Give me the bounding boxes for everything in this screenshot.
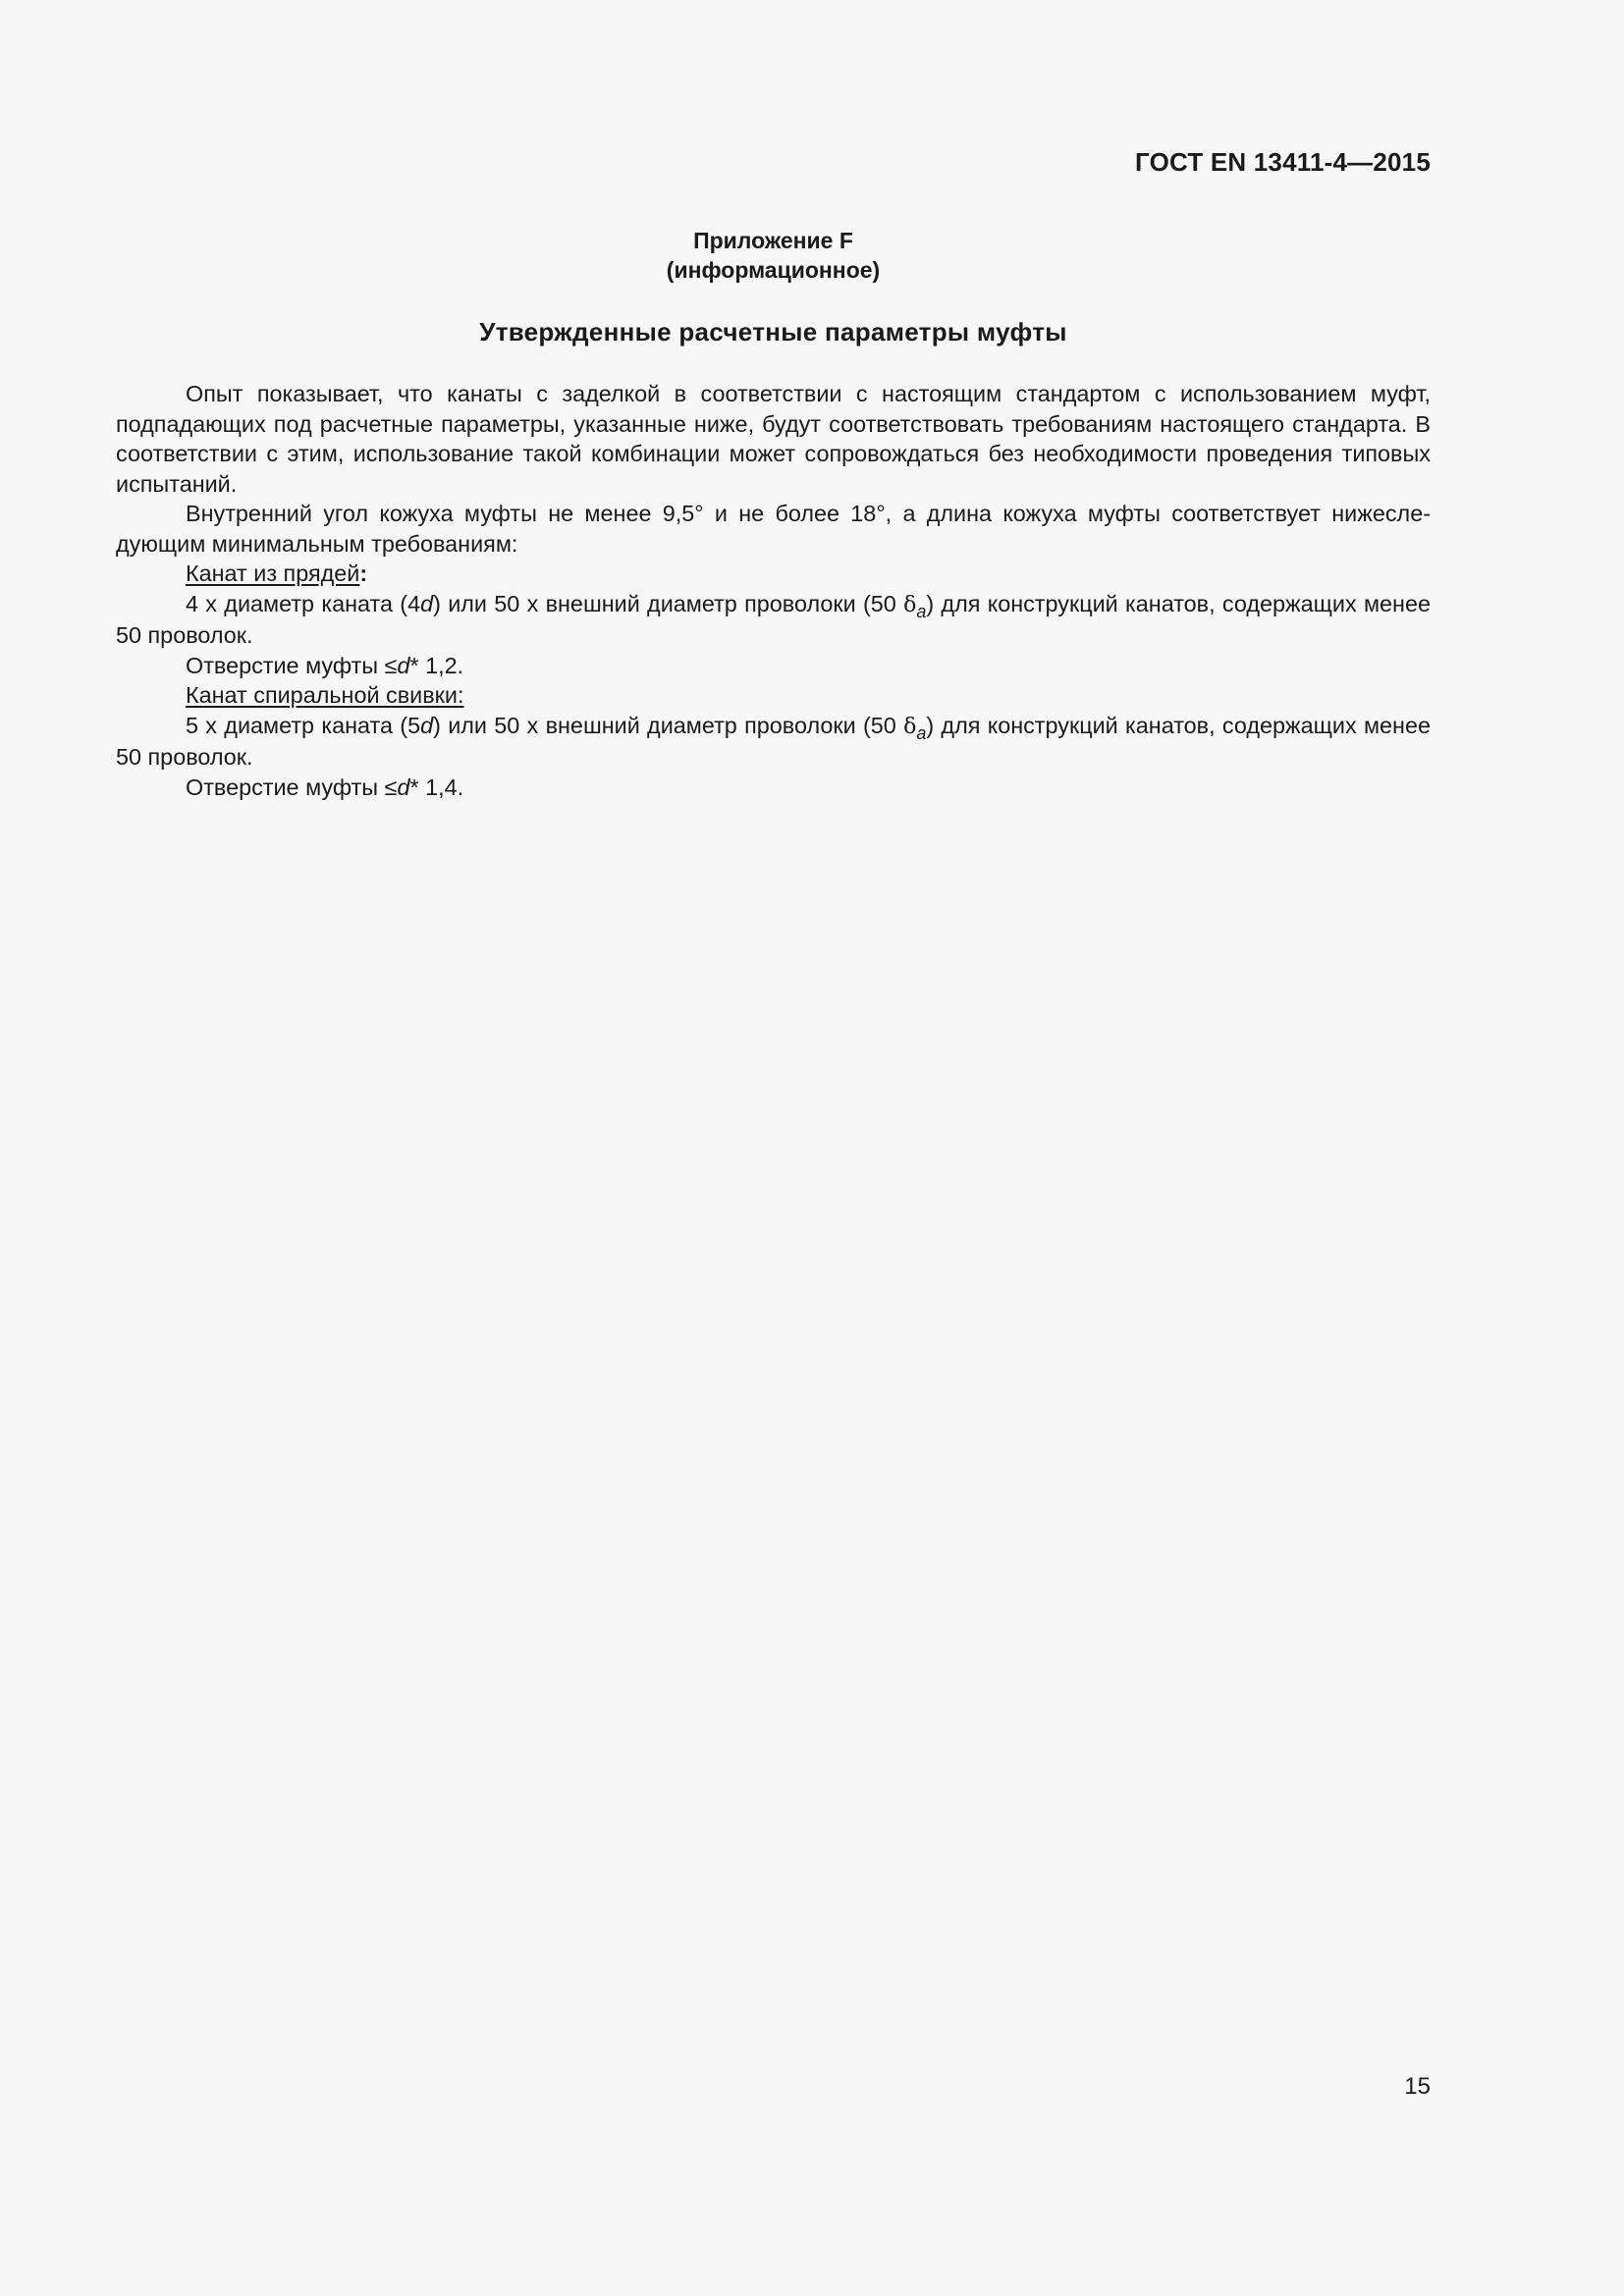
section-title: Утвержденные расчетные параметры муфты — [479, 317, 1067, 347]
document-page — [116, 0, 1431, 2296]
spiral-rope-requirement — [116, 711, 1431, 773]
stranded-rope-heading — [116, 559, 1431, 589]
stranded-rope-hole — [116, 651, 1431, 681]
req-text: ) или 50 х внешний диаметр проволоки (50 — [433, 712, 904, 738]
diameter-symbol: d — [420, 590, 434, 616]
hole-text: Отверстие муфты ≤ — [186, 774, 398, 800]
appendix-heading — [116, 226, 1431, 285]
appendix-type: (информационное) — [666, 257, 881, 283]
stranded-rope-heading-colon: : — [359, 561, 368, 586]
req-text: ) для конструкций канатов, содержащих менее 50 проволок. — [116, 712, 1431, 770]
paragraph-angle: Внутренний угол кожуха муфты не менее 9,5° и не более 18°, а длина кожуха муфты соответствует нижеследующим минимальным требованиям: — [116, 501, 1431, 557]
hole-text: * 1,4. — [409, 774, 464, 800]
stranded-rope-requirement — [116, 589, 1431, 651]
diameter-symbol: d — [397, 652, 410, 678]
paragraph-intro: Опыт показывает, что канаты с заделкой в соответствии с настоящим стандартом с использованием муфт, подпадающих под расчетные параметры, указанные ниже, будут соответствовать требованиям настоящего стандарта. В соответствии с этим, использование такой комбинации может сопровождаться без необходимости проведения типовых испытаний. — [116, 381, 1431, 497]
delta-symbol: δ — [903, 714, 917, 739]
req-text: 4 х диаметр каната (4 — [186, 590, 421, 616]
diameter-symbol: d — [397, 774, 410, 800]
document-code: ГОСТ EN 13411-4—2015 — [1134, 147, 1431, 177]
req-text: ) для конструкций канатов, содержащих менее 50 проволок. — [116, 590, 1431, 648]
req-text: 5 х диаметр каната (5 — [186, 712, 421, 738]
spiral-rope-hole — [116, 773, 1431, 803]
hole-text: Отверстие муфты ≤ — [186, 652, 398, 678]
spiral-rope-heading-text: Канат спиральной свивки: — [186, 682, 464, 708]
req-text: ) или 50 х внешний диаметр проволоки (50 — [433, 590, 904, 616]
hole-text: * 1,2. — [409, 652, 464, 678]
spiral-rope-heading — [116, 680, 1431, 711]
diameter-symbol: d — [420, 712, 434, 738]
appendix-title: Приложение F — [693, 228, 853, 253]
stranded-rope-heading-text: Канат из прядей — [186, 561, 360, 586]
delta-subscript: a — [916, 601, 927, 621]
body-text — [116, 379, 1431, 802]
delta-subscript: a — [916, 722, 927, 743]
page-number: 15 — [1404, 2073, 1431, 2100]
delta-symbol: δ — [903, 592, 917, 617]
